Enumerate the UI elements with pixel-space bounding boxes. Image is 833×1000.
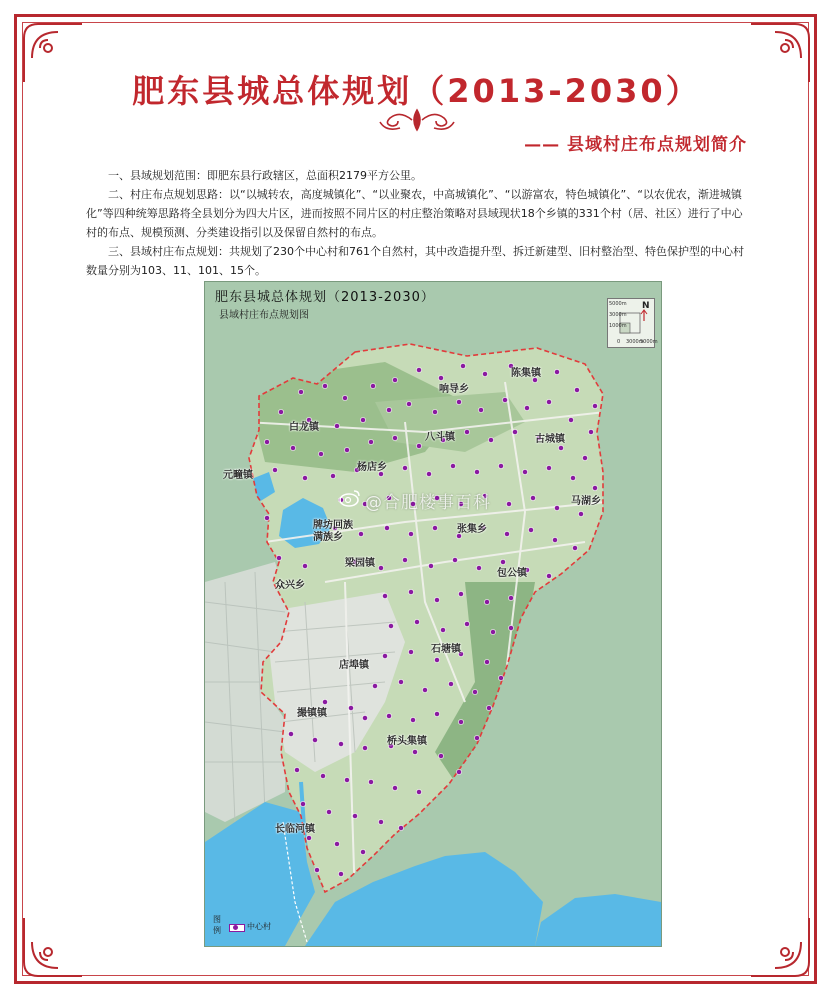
north-arrow-icon: N <box>642 301 650 311</box>
town-label: 白龙镇 <box>289 422 319 433</box>
town-label: 石塘镇 <box>431 644 461 655</box>
map-subtitle: 县域村庄布点规划图 <box>219 310 309 321</box>
page-subtitle: —— 县域村庄布点规划简介 <box>524 135 747 155</box>
town-label: 响导乡 <box>439 384 469 395</box>
scale-label: 1000m <box>609 323 627 329</box>
legend-label: 中心村 <box>247 922 271 931</box>
town-label: 张集乡 <box>457 524 487 535</box>
town-label: 陈集镇 <box>511 368 541 379</box>
scale-label: 5000m <box>609 301 627 307</box>
weibo-icon <box>339 488 361 508</box>
map-graphic <box>205 282 661 946</box>
title-ornament <box>376 106 458 136</box>
town-label: 牌坊回族满族乡 <box>313 520 353 543</box>
scale-label: 0 <box>617 339 621 345</box>
town-label: 长临河镇 <box>275 824 315 835</box>
town-label: 马湖乡 <box>571 496 601 507</box>
town-label: 古城镇 <box>535 434 565 445</box>
town-label: 撮镇镇 <box>297 708 327 719</box>
town-label: 梁园镇 <box>345 558 375 569</box>
town-label: 众兴乡 <box>275 580 305 591</box>
town-label: 元疃镇 <box>223 470 253 481</box>
intro-text <box>86 166 748 280</box>
town-label: 八斗镇 <box>425 432 455 443</box>
planning-map <box>204 281 662 947</box>
scale-label: 3000m <box>609 312 627 318</box>
legend-village-dot-icon <box>233 925 238 930</box>
scale-label: 5000m <box>640 339 658 345</box>
corner-ornament-bottom-right <box>745 912 815 982</box>
town-label: 店埠镇 <box>339 660 369 671</box>
scale-label: 3000m <box>626 339 644 345</box>
legend-title: 图例 <box>213 915 221 935</box>
paragraph-1: 一、县域规划范围：即肥东县行政辖区，总面积2179平方公里。 <box>108 169 422 182</box>
paragraph-2: 二、村庄布点规划思路：以“以城转农，高度城镇化”、“以业聚农，中高城镇化”、“以游富农，特色城镇化”、“以农优农，渐进城镇化”等四种统筹思路将全县划分为四大片区，进而按照不同片区的村庄整治策略对县域现状18个乡镇的331个村（居、社区）进行了中心村的布点、规模预测、分类建设指引以及保留自然村的布点。 <box>86 188 743 239</box>
map-title: 肥东县城总体规划（2013-2030） <box>215 290 435 305</box>
watermark-text: @合肥楼事百科 <box>365 493 491 513</box>
compass-scale-box <box>607 298 658 348</box>
town-label: 桥头集镇 <box>387 736 427 747</box>
town-label: 包公镇 <box>497 568 527 579</box>
corner-ornament-bottom-left <box>18 912 88 982</box>
paragraph-3: 三、县域村庄布点规划：共规划了230个中心村和761个自然村，其中改造提升型、拆迁新建型、旧村整治型、特色保护型的中心村数量分别为103、11、101、15个。 <box>86 245 744 277</box>
town-label: 杨店乡 <box>357 462 387 473</box>
page-title: 肥东县城总体规划（2013-2030） <box>132 72 701 110</box>
